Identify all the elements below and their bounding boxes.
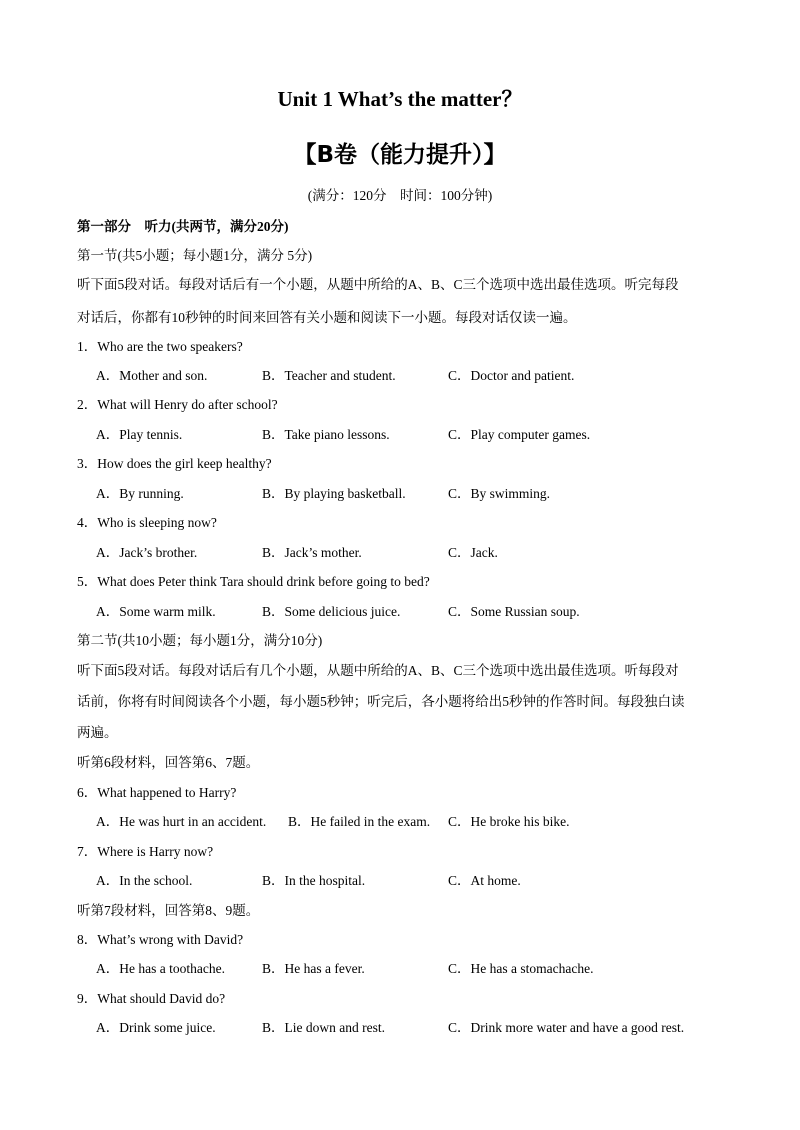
page-title: Unit 1 What’s the matter？ bbox=[277, 87, 523, 111]
question-6-option-b: B．He failed in the exam. bbox=[288, 814, 431, 829]
question-3: 3．How does the girl keep healthy? bbox=[77, 456, 272, 471]
score-time-info: (满分：120分 时间：100分钟) bbox=[307, 188, 493, 203]
section1-instructions-1: 听下面5段对话。每段对话后有一个小题，从题中所给的A、B、C三个选项中选出最佳选项。听完每段 bbox=[77, 277, 679, 292]
question-7-option-b: B．In the hospital. bbox=[262, 873, 366, 888]
question-1: 1．Who are the two speakers? bbox=[77, 339, 243, 354]
question-7-option-a: A．In the school. bbox=[96, 873, 193, 888]
section2-instructions-1: 听下面5段对话。每段对话后有几个小题，从题中所给的A、B、C三个选项中选出最佳选项。听每段对 bbox=[77, 663, 679, 678]
question-3-option-b: B．By playing basketball. bbox=[262, 486, 406, 501]
question-9: 9．What should David do? bbox=[77, 991, 226, 1006]
question-3-option-c: C．By swimming. bbox=[448, 486, 551, 501]
question-8: 8．What’s wrong with David? bbox=[77, 932, 244, 947]
question-1-option-b: B．Teacher and student. bbox=[262, 368, 396, 383]
section1-heading: 第一节(共5小题；每小题1分，满分 5分) bbox=[77, 248, 313, 263]
question-4-option-c: C．Jack. bbox=[448, 545, 498, 560]
question-1-option-c: C．Doctor and patient. bbox=[448, 368, 575, 383]
page-subtitle: 【B卷（能力提升）】 bbox=[293, 142, 507, 168]
section1-instructions-2: 对话后，你都有10秒钟的时间来回答有关小题和阅读下一小题。每段对话仅读一遍。 bbox=[77, 310, 577, 325]
question-9-option-b: B．Lie down and rest. bbox=[262, 1020, 385, 1035]
question-6: 6．What happened to Harry? bbox=[77, 785, 237, 800]
section2-instructions-2: 话前，你将有时间阅读各个小题，每小题5秒钟；听完后，各小题将给出5秒钟的作答时间。每段独白读 bbox=[77, 694, 685, 709]
question-5-option-c: C．Some Russian soup. bbox=[448, 604, 580, 619]
question-1-option-a: A．Mother and son. bbox=[96, 368, 208, 383]
question-5-option-b: B．Some delicious juice. bbox=[262, 604, 401, 619]
question-4-option-a: A．Jack’s brother. bbox=[96, 545, 198, 560]
question-2-option-b: B．Take piano lessons. bbox=[262, 427, 390, 442]
question-2-option-c: C．Play computer games. bbox=[448, 427, 591, 442]
question-6-option-c: C．He broke his bike. bbox=[448, 814, 570, 829]
question-9-option-c: C．Drink more water and have a good rest. bbox=[448, 1020, 685, 1035]
question-3-option-a: A．By running. bbox=[96, 486, 184, 501]
part1-heading: 第一部分 听力(共两节，满分20分) bbox=[77, 219, 289, 234]
section2-heading: 第二节(共10小题；每小题1分，满分10分) bbox=[77, 633, 323, 648]
passage-6-note: 听第6段材料，回答第6、7题。 bbox=[77, 755, 260, 770]
question-6-option-a: A．He was hurt in an accident. bbox=[96, 814, 267, 829]
question-5: 5．What does Peter think Tara should drink before going to bed? bbox=[77, 574, 430, 589]
question-2-option-a: A．Play tennis. bbox=[96, 427, 183, 442]
passage-7-note: 听第7段材料，回答第8、9题。 bbox=[77, 903, 260, 918]
question-8-option-b: B．He has a fever. bbox=[262, 961, 365, 976]
question-8-option-a: A．He has a toothache. bbox=[96, 961, 225, 976]
question-2: 2．What will Henry do after school? bbox=[77, 397, 278, 412]
question-7: 7．Where is Harry now? bbox=[77, 844, 214, 859]
question-4: 4．Who is sleeping now? bbox=[77, 515, 217, 530]
question-9-option-a: A．Drink some juice. bbox=[96, 1020, 216, 1035]
question-7-option-c: C．At home. bbox=[448, 873, 521, 888]
section2-instructions-3: 两遍。 bbox=[77, 725, 118, 740]
question-4-option-b: B．Jack’s mother. bbox=[262, 545, 362, 560]
question-5-option-a: A．Some warm milk. bbox=[96, 604, 216, 619]
question-8-option-c: C．He has a stomachache. bbox=[448, 961, 594, 976]
